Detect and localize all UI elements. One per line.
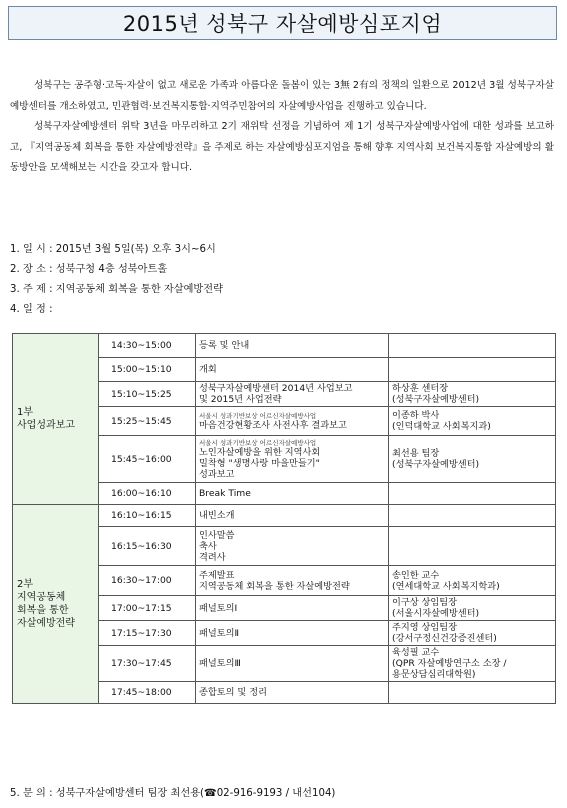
speaker-line: 용문상담심리대학원) — [392, 669, 476, 680]
program-line: 인사말씀 — [199, 529, 235, 541]
schedule-time: 15:45~16:00 — [99, 436, 196, 483]
speaker-line: (서울시자살예방센터) — [392, 608, 480, 619]
schedule-speaker — [389, 436, 556, 483]
document-title: 2015년 성북구 자살예방심포지엄 — [122, 12, 443, 36]
schedule-speaker — [389, 382, 556, 407]
program-line: 축사 — [199, 540, 217, 552]
intro-section — [10, 76, 554, 179]
schedule-row — [13, 505, 556, 527]
schedule-table — [12, 333, 556, 704]
section-label-line: 지역공동체 — [17, 592, 66, 603]
section-label — [13, 334, 99, 505]
schedule-program — [196, 646, 389, 682]
program-line: 개회 — [199, 364, 217, 375]
program-line: Break Time — [199, 488, 251, 499]
speaker-line: 이종하 박사 — [392, 410, 440, 421]
schedule-speaker — [389, 334, 556, 358]
speaker-line: (인덕대학교 사회복지과) — [392, 421, 491, 432]
schedule-program — [196, 334, 389, 358]
program-line: 패널토의Ⅱ — [199, 627, 240, 639]
schedule-time: 17:30~17:45 — [99, 646, 196, 682]
speaker-line: (성북구자살예방센터) — [392, 459, 480, 470]
schedule-time: 14:30~15:00 — [99, 334, 196, 358]
intro-paragraph-1: 성북구는 공주형·고독·자살이 없고 새로운 가족과 아름다운 돌봄이 있는 3無 2有의 정책의 일환으로 2012년 3월 성북구자살예방센터를 개소하였고, 민관협력·보건복지통합·지역주민참여의 자살예방사업을 진행하고 있습니다. — [10, 80, 554, 112]
schedule-program — [196, 566, 389, 596]
schedule-row — [13, 334, 556, 358]
program-line: 종합토의 및 정리 — [199, 687, 267, 698]
speaker-line: 최선용 팀장 — [392, 448, 440, 459]
speaker-line: (강서구정신건강증진센터) — [392, 633, 497, 644]
section-label-line: 1부 — [17, 407, 34, 418]
program-subtitle: 서울시 성과기반보상 어르신자살예방사업 — [199, 411, 317, 420]
program-line: 마음건강현황조사 사전사후 결과보고 — [199, 419, 347, 431]
schedule-speaker — [389, 621, 556, 646]
speaker-line: (연세대학교 사회복지학과) — [392, 580, 500, 592]
program-subtitle: 서울시 성과기반보상 어르신자살예방사업 — [199, 438, 317, 447]
schedule-program — [196, 505, 389, 527]
schedule-program — [196, 621, 389, 646]
schedule-time: 15:10~15:25 — [99, 382, 196, 407]
schedule-time: 16:15~16:30 — [99, 527, 196, 566]
program-line: 및 2015년 사업전략 — [199, 394, 282, 405]
schedule-time: 17:15~17:30 — [99, 621, 196, 646]
speaker-line: (성북구자살예방센터) — [392, 394, 480, 405]
schedule-speaker — [389, 407, 556, 436]
section-label-line: 회복을 통한 — [17, 605, 69, 616]
schedule-time: 17:45~18:00 — [99, 682, 196, 704]
schedule-speaker — [389, 527, 556, 566]
speaker-line: 주지영 상임팀장 — [392, 622, 458, 633]
speaker-line: 이구상 상임팀장 — [392, 597, 458, 608]
info-date: 1. 일 시 : 2015년 3월 5일(목) 오후 3시~6시 — [10, 244, 216, 255]
program-line: 패널토의Ⅰ — [199, 602, 238, 614]
info-place: 2. 장 소 : 성북구청 4층 성북아트홀 — [10, 264, 168, 275]
schedule-speaker — [389, 483, 556, 505]
section-label — [13, 505, 99, 704]
schedule-speaker — [389, 505, 556, 527]
title-box — [8, 6, 557, 40]
schedule-speaker — [389, 566, 556, 596]
schedule-program — [196, 436, 389, 483]
info-schedule-label: 4. 일 정 : — [10, 304, 53, 315]
schedule-time: 15:25~15:45 — [99, 407, 196, 436]
schedule-time: 16:10~16:15 — [99, 505, 196, 527]
schedule-speaker — [389, 682, 556, 704]
schedule-program — [196, 358, 389, 382]
schedule-time: 15:00~15:10 — [99, 358, 196, 382]
schedule-time: 17:00~17:15 — [99, 596, 196, 621]
speaker-line: 육성필 교수 — [392, 647, 440, 658]
program-line: 성과보고 — [199, 468, 235, 480]
schedule-speaker — [389, 596, 556, 621]
program-line: 등록 및 안내 — [199, 340, 250, 351]
schedule-speaker — [389, 358, 556, 382]
section-label-line: 2부 — [17, 579, 34, 590]
info-theme: 3. 주 제 : 지역공동체 회복을 통한 자살예방전략 — [10, 284, 223, 295]
section-label-line: 사업성과보고 — [17, 420, 75, 431]
schedule-time: 16:00~16:10 — [99, 483, 196, 505]
schedule-program — [196, 596, 389, 621]
program-line: 주제발표 — [199, 569, 235, 581]
schedule-program — [196, 382, 389, 407]
program-line: 내빈소개 — [199, 510, 235, 521]
program-line: 패널토의Ⅲ — [199, 658, 241, 669]
schedule-time: 16:30~17:00 — [99, 566, 196, 596]
intro-paragraph-2: 성북구자살예방센터 위탁 3년을 마무리하고 2기 재위탁 선정을 기념하여 제 1기 성북구자살예방사업에 대한 성과를 보고하고, 『지역공동체 회복을 통한 자살예방전략』을 주제로 하는 자살예방심포지엄을 통해 향후 지역사회 보건복지통합 자살예방의 활동방안을 모색해보는 시간을 갖고자 합니다. — [10, 121, 554, 173]
schedule-program — [196, 527, 389, 566]
program-line: 격려사 — [199, 551, 226, 563]
speaker-line: 송인한 교수 — [392, 569, 440, 581]
program-line: 성북구자살예방센터 2014년 사업보고 — [199, 383, 353, 394]
section-label-line: 자살예방전략 — [17, 618, 75, 629]
program-line: 지역공동체 회복을 통한 자살예방전략 — [199, 580, 350, 592]
program-line: 노인자살예방을 위한 지역사회 — [199, 446, 321, 458]
schedule-program — [196, 682, 389, 704]
speaker-line: 하상훈 센터장 — [392, 383, 449, 394]
schedule-program — [196, 483, 389, 505]
schedule-program — [196, 407, 389, 436]
speaker-line: (QPR 자살예방연구소 소장 / — [392, 658, 507, 669]
program-line: 밀착형 "생명사랑 마을만들기" — [199, 457, 320, 469]
schedule-speaker — [389, 646, 556, 682]
contact-info: 5. 문 의 : 성북구자살예방센터 팀장 최선용(☎02-916-9193 / 내선104) — [10, 788, 336, 799]
event-info — [10, 240, 554, 320]
